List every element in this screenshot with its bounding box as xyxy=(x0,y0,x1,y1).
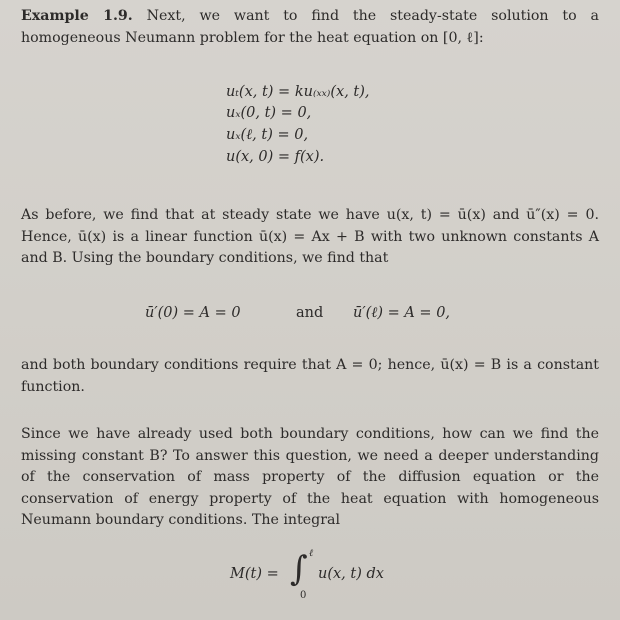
integral-integrand: u(x, t) dx xyxy=(318,566,384,582)
boundary-condition-right: uₓ(ℓ, t) = 0, xyxy=(226,127,309,143)
steady-state-paragraph: As before, we find that at steady state we have u(x, t) = ū(x) and ū″(x) = 0. Hence, ū(x) is a linear function ū(x) = Ax + B with two unknown constants A and B. Using the boundary conditions, we find that xyxy=(21,207,599,266)
example-label: Example 1.9. xyxy=(21,8,133,24)
integral-upper-limit: ℓ xyxy=(309,548,314,559)
bc-equation-right: ū′(ℓ) = A = 0, xyxy=(353,305,451,321)
bc-equation-left: ū′(0) = A = 0 xyxy=(145,305,241,321)
integral-lhs: M(t) = xyxy=(230,566,279,582)
boundary-condition-left: uₓ(0, t) = 0, xyxy=(226,105,312,121)
pde-equation: uₜ(x, t) = ku₍ₓₓ₎(x, t), xyxy=(226,84,370,100)
conservation-paragraph: Since we have already used both boundary conditions, how can we find the missing constant B? To answer this question, we need a deeper understanding of the conservation of mass property of the diffusion equation or the conservation of energy property of the heat equation with homogeneous Neumann boundary conditions. The integral xyxy=(21,426,599,528)
initial-condition: u(x, 0) = f(x). xyxy=(226,149,325,165)
constant-function-paragraph: and both boundary conditions require that A = 0; hence, ū(x) = B is a constant function. xyxy=(21,357,599,395)
integral-sign: ∫ xyxy=(290,549,308,589)
bc-and-word: and xyxy=(296,305,324,321)
example-paragraph xyxy=(21,6,599,49)
example-intro: Next, we want to find the steady-state solution to a homogeneous Neumann problem for the heat equation on [0, ℓ]: xyxy=(21,8,600,46)
integral-lower-limit: 0 xyxy=(300,590,307,601)
